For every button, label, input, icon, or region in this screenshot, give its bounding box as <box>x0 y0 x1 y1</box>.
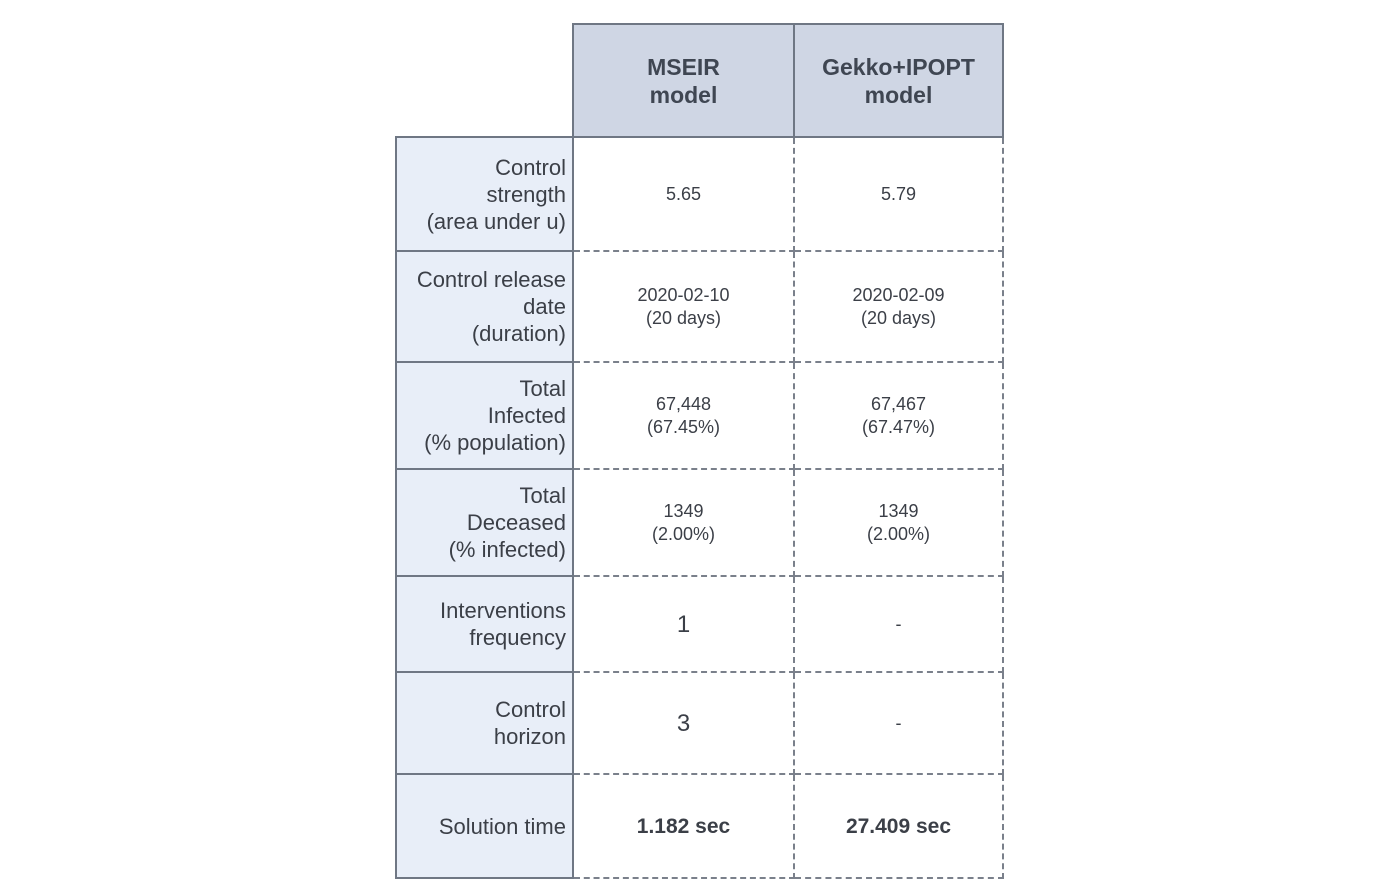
row-label-line: Control <box>495 697 566 722</box>
header-line: MSEIR <box>647 53 720 80</box>
row-label-line: Interventions <box>440 598 566 623</box>
row-label-line: Deceased <box>466 510 566 535</box>
column-header-gekko-ipopt <box>793 23 1004 138</box>
row-label-line: (duration) <box>471 321 566 346</box>
row-header-total-deceased <box>395 468 574 577</box>
column-header-mseir <box>572 23 795 138</box>
row-label-line: frequency <box>469 625 566 650</box>
cell-line: 2020-02-09 <box>852 284 945 305</box>
header-line: model <box>649 81 718 108</box>
cell-line: (20 days) <box>860 307 937 328</box>
cell-line: 67,467 <box>870 393 927 414</box>
table-cell <box>795 775 1004 879</box>
row-header-control-strength <box>395 136 574 252</box>
cell-line: 1349 <box>663 500 704 521</box>
cell-line: (20 days) <box>645 307 722 328</box>
cell-line: 27.409 sec <box>845 814 952 838</box>
table-cell <box>795 363 1004 470</box>
table-cell <box>574 363 795 470</box>
cell-line: - <box>895 613 902 634</box>
row-header-solution-time <box>395 773 574 879</box>
table-cell <box>795 470 1004 577</box>
row-header-interventions-frequency <box>395 575 574 673</box>
row-label-line: (% population) <box>424 430 566 455</box>
cell-line: 5.65 <box>665 183 702 204</box>
cell-line: - <box>895 712 902 733</box>
row-label-line: horizon <box>493 724 566 749</box>
header-line: Gekko+IPOPT <box>822 53 975 80</box>
table-cell <box>795 138 1004 252</box>
table-cell <box>574 252 795 363</box>
cell-line: 1 <box>676 610 691 638</box>
row-label-line: Control <box>495 154 566 180</box>
cell-line: 67,448 <box>655 393 712 414</box>
row-header-control-horizon <box>395 671 574 775</box>
table-cell <box>574 775 795 879</box>
cell-line: (2.00%) <box>651 523 716 544</box>
table-cell <box>795 577 1004 673</box>
table-cell <box>795 673 1004 775</box>
row-label-line: (area under u) <box>426 208 566 234</box>
table-cell <box>795 252 1004 363</box>
table-cell <box>574 138 795 252</box>
row-label-line: Total <box>519 483 566 508</box>
cell-line: 2020-02-10 <box>637 284 730 305</box>
row-label-line: Solution time <box>438 813 566 839</box>
cell-line: 3 <box>676 709 691 737</box>
row-label-line: strength <box>486 181 566 207</box>
cell-line: 1.182 sec <box>636 814 731 838</box>
cell-line: 5.79 <box>880 183 917 204</box>
cell-line: (67.47%) <box>861 416 936 437</box>
table-cell <box>574 673 795 775</box>
header-line: model <box>864 81 933 108</box>
cell-line: 1349 <box>878 500 919 521</box>
table-cell <box>574 577 795 673</box>
cell-line: (67.45%) <box>646 416 721 437</box>
row-label-line: Total <box>519 376 566 401</box>
row-label-line: Control release <box>416 267 566 292</box>
row-header-control-release-date <box>395 250 574 363</box>
cell-line: (2.00%) <box>866 523 931 544</box>
row-header-total-infected <box>395 361 574 470</box>
row-label-line: (% infected) <box>448 537 566 562</box>
table-cell <box>574 470 795 577</box>
row-label-line: Infected <box>487 403 566 428</box>
row-label-line: date <box>523 294 566 319</box>
